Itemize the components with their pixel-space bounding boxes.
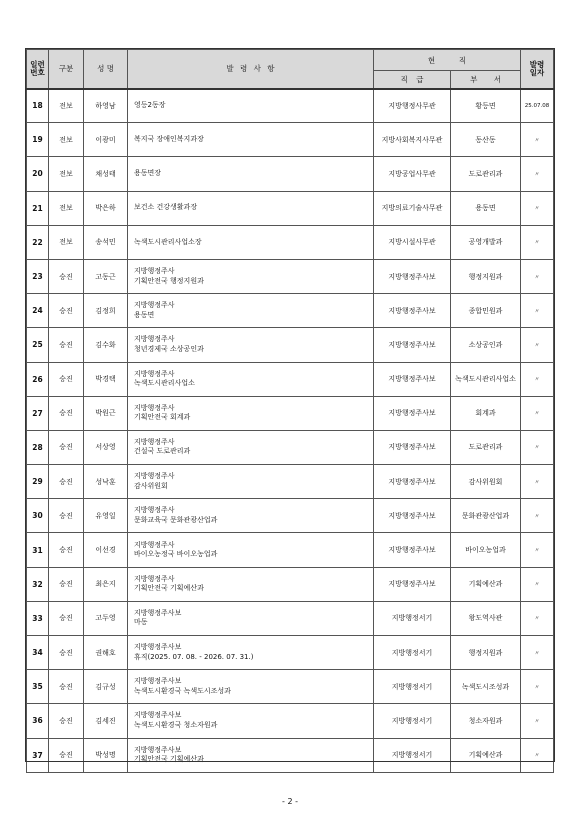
cell-serial-number: 32 xyxy=(27,567,49,601)
cell-rank: 지방행정주사보 xyxy=(374,294,451,328)
cell-type: 승진 xyxy=(49,704,84,738)
appointment-line: 지방행정주사 xyxy=(134,574,175,583)
appointment-line: 녹색도시관리사업소 xyxy=(134,379,195,388)
cell-type: 승진 xyxy=(49,738,84,772)
cell-name: 이선경 xyxy=(84,533,128,567)
cell-appointment xyxy=(128,738,374,772)
table-row xyxy=(27,362,554,396)
cell-appointment-date: 〃 xyxy=(521,396,554,430)
cell-type: 승진 xyxy=(49,636,84,670)
cell-name: 고동근 xyxy=(84,259,128,293)
cell-rank: 지방행정서기 xyxy=(374,704,451,738)
appointment-line: 용동면 xyxy=(134,310,155,319)
cell-rank: 지방행정주사보 xyxy=(374,396,451,430)
cell-appointment-date: 〃 xyxy=(521,465,554,499)
appointment-table xyxy=(26,49,554,773)
appointment-line: 용동면장 xyxy=(134,169,162,178)
cell-appointment xyxy=(128,396,374,430)
table-row xyxy=(27,89,554,123)
table-row xyxy=(27,533,554,567)
cell-appointment xyxy=(128,465,374,499)
appointment-line: 지방행정주사 xyxy=(134,437,175,446)
cell-rank: 지방행정주사보 xyxy=(374,362,451,396)
table-row xyxy=(27,738,554,772)
cell-name: 박성명 xyxy=(84,738,128,772)
appointment-line: 지방행정주사보 xyxy=(134,608,182,617)
appointment-line: 녹색도시환경국 녹색도시조성과 xyxy=(134,686,231,695)
table-row xyxy=(27,430,554,464)
cell-appointment-date: 〃 xyxy=(521,294,554,328)
cell-appointment-date: 〃 xyxy=(521,601,554,635)
cell-department: 기획예산과 xyxy=(451,738,521,772)
cell-serial-number: 33 xyxy=(27,601,49,635)
appointment-line: 지방행정주사보 xyxy=(134,677,182,686)
header-appointment: 발 령 사 항 xyxy=(128,50,374,89)
cell-department: 용동면 xyxy=(451,191,521,225)
cell-rank: 지방행정주사보 xyxy=(374,465,451,499)
cell-appointment-date: 〃 xyxy=(521,499,554,533)
cell-serial-number: 19 xyxy=(27,123,49,157)
cell-type: 승진 xyxy=(49,465,84,499)
header-department: 부 서 xyxy=(451,71,521,89)
cell-type: 승진 xyxy=(49,259,84,293)
header-appointment-date: 발령 일자 xyxy=(521,50,554,89)
cell-serial-number: 18 xyxy=(27,89,49,123)
cell-type: 승진 xyxy=(49,533,84,567)
cell-rank: 지방행정사무관 xyxy=(374,89,451,123)
header-current-position: 현 직 xyxy=(374,50,521,71)
cell-appointment xyxy=(128,259,374,293)
cell-appointment xyxy=(128,430,374,464)
cell-department: 소상공인과 xyxy=(451,328,521,362)
cell-department: 기획예산과 xyxy=(451,567,521,601)
cell-department: 동산동 xyxy=(451,123,521,157)
cell-name: 김정희 xyxy=(84,294,128,328)
appointment-line: 복지국 장애인복지과장 xyxy=(134,135,204,144)
appointment-line: 보건소 건강생활과장 xyxy=(134,203,198,212)
cell-department: 청소자원과 xyxy=(451,704,521,738)
appointment-line: 마동 xyxy=(134,618,148,627)
appointment-line: 지방행정주사 xyxy=(134,540,175,549)
appointment-line: 지방행정주사 xyxy=(134,403,175,412)
cell-rank: 지방행정주사보 xyxy=(374,259,451,293)
cell-type: 승진 xyxy=(49,567,84,601)
cell-serial-number: 22 xyxy=(27,225,49,259)
cell-serial-number: 34 xyxy=(27,636,49,670)
cell-appointment-date: 〃 xyxy=(521,636,554,670)
cell-type: 전보 xyxy=(49,225,84,259)
cell-serial-number: 36 xyxy=(27,704,49,738)
cell-department: 공영개발과 xyxy=(451,225,521,259)
table-row xyxy=(27,328,554,362)
cell-rank: 지방행정서기 xyxy=(374,670,451,704)
cell-appointment-date: 〃 xyxy=(521,704,554,738)
appointment-line: 기획안전국 회계과 xyxy=(134,413,191,422)
cell-department: 도로관리과 xyxy=(451,430,521,464)
appointment-line: 기획안전국 기획예산과 xyxy=(134,584,204,593)
cell-name: 채성태 xyxy=(84,157,128,191)
appointment-line: 기획안전국 기획예산과 xyxy=(134,755,204,764)
table-row xyxy=(27,465,554,499)
header-serial-number: 일련 번호 xyxy=(27,50,49,89)
cell-department: 황등면 xyxy=(451,89,521,123)
table-row xyxy=(27,259,554,293)
header-rank: 직 급 xyxy=(374,71,451,89)
cell-name: 고두영 xyxy=(84,601,128,635)
cell-type: 전보 xyxy=(49,157,84,191)
appointment-line: 영등2동장 xyxy=(134,101,166,110)
cell-name: 이광미 xyxy=(84,123,128,157)
cell-serial-number: 30 xyxy=(27,499,49,533)
appointment-line: 녹색도시환경국 청소자원과 xyxy=(134,720,218,729)
cell-appointment-date: 〃 xyxy=(521,191,554,225)
appointment-line: 지방행정주사 xyxy=(134,506,175,515)
cell-appointment-date: 〃 xyxy=(521,567,554,601)
cell-appointment xyxy=(128,294,374,328)
cell-serial-number: 28 xyxy=(27,430,49,464)
cell-serial-number: 20 xyxy=(27,157,49,191)
cell-rank: 지방행정주사보 xyxy=(374,567,451,601)
cell-department: 녹색도시관리사업소 xyxy=(451,362,521,396)
cell-serial-number: 21 xyxy=(27,191,49,225)
cell-type: 승진 xyxy=(49,396,84,430)
table-row xyxy=(27,123,554,157)
appointment-line: 지방행정주사 xyxy=(134,301,175,310)
cell-appointment-date: 〃 xyxy=(521,328,554,362)
cell-department: 행정지원과 xyxy=(451,636,521,670)
cell-type: 전보 xyxy=(49,191,84,225)
cell-serial-number: 24 xyxy=(27,294,49,328)
appointment-line: 지방행정주사 xyxy=(134,472,175,481)
cell-department: 종합민원과 xyxy=(451,294,521,328)
cell-appointment xyxy=(128,636,374,670)
cell-department: 도로관리과 xyxy=(451,157,521,191)
cell-appointment xyxy=(128,567,374,601)
table-row xyxy=(27,704,554,738)
cell-appointment-date: 〃 xyxy=(521,533,554,567)
cell-appointment-date: 〃 xyxy=(521,157,554,191)
cell-name: 박원근 xyxy=(84,396,128,430)
appointment-line: 바이오농정국 바이오농업과 xyxy=(134,550,218,559)
cell-department: 바이오농업과 xyxy=(451,533,521,567)
cell-appointment xyxy=(128,499,374,533)
cell-name: 박경택 xyxy=(84,362,128,396)
cell-name: 유영일 xyxy=(84,499,128,533)
cell-rank: 지방행정서기 xyxy=(374,738,451,772)
appointment-line: 건설국 도로관리과 xyxy=(134,447,191,456)
table-row xyxy=(27,636,554,670)
cell-type: 승진 xyxy=(49,328,84,362)
appointment-line: 지방행정주사보 xyxy=(134,643,182,652)
table-row xyxy=(27,157,554,191)
table-row xyxy=(27,567,554,601)
table-row xyxy=(27,225,554,259)
cell-type: 승진 xyxy=(49,499,84,533)
cell-appointment xyxy=(128,191,374,225)
appointment-line: 감사위원회 xyxy=(134,481,168,490)
table-row xyxy=(27,670,554,704)
cell-type: 승진 xyxy=(49,362,84,396)
cell-appointment xyxy=(128,601,374,635)
cell-serial-number: 26 xyxy=(27,362,49,396)
table-row xyxy=(27,499,554,533)
cell-appointment-date: 〃 xyxy=(521,225,554,259)
cell-rank: 지방행정주사보 xyxy=(374,533,451,567)
cell-department: 문화관광산업과 xyxy=(451,499,521,533)
appointment-line: 문화교육국 문화관광산업과 xyxy=(134,515,218,524)
cell-name: 박은하 xyxy=(84,191,128,225)
appointment-line: 지방행정주사보 xyxy=(134,711,182,720)
appointment-line: 지방행정주사 xyxy=(134,267,175,276)
cell-type: 승진 xyxy=(49,294,84,328)
cell-name: 김세진 xyxy=(84,704,128,738)
header-type: 구분 xyxy=(49,50,84,89)
cell-name: 서상영 xyxy=(84,430,128,464)
cell-rank: 지방행정주사보 xyxy=(374,430,451,464)
table-header xyxy=(27,50,554,89)
cell-serial-number: 37 xyxy=(27,738,49,772)
cell-appointment-date: 〃 xyxy=(521,123,554,157)
table-row xyxy=(27,396,554,430)
cell-rank: 지방행정주사보 xyxy=(374,328,451,362)
cell-serial-number: 35 xyxy=(27,670,49,704)
cell-department: 왕도역사관 xyxy=(451,601,521,635)
cell-type: 전보 xyxy=(49,89,84,123)
appointment-line: 기획안전국 행정지원과 xyxy=(134,276,204,285)
cell-appointment xyxy=(128,704,374,738)
cell-rank: 지방시설사무관 xyxy=(374,225,451,259)
table-row xyxy=(27,294,554,328)
appointment-line: 지방행정주사 xyxy=(134,335,175,344)
cell-rank: 지방공업사무관 xyxy=(374,157,451,191)
appointment-line: 휴직(2025. 07. 08. - 2026. 07. 31.) xyxy=(134,652,254,661)
cell-name: 김규성 xyxy=(84,670,128,704)
cell-name: 최은지 xyxy=(84,567,128,601)
cell-appointment-date: 〃 xyxy=(521,738,554,772)
appointment-line: 녹색도시관리사업소장 xyxy=(134,237,202,246)
cell-appointment xyxy=(128,225,374,259)
cell-type: 승진 xyxy=(49,601,84,635)
cell-type: 전보 xyxy=(49,123,84,157)
cell-appointment-date: 〃 xyxy=(521,670,554,704)
cell-serial-number: 31 xyxy=(27,533,49,567)
cell-department: 감사위원회 xyxy=(451,465,521,499)
cell-rank: 지방행정서기 xyxy=(374,636,451,670)
cell-department: 행정지원과 xyxy=(451,259,521,293)
cell-rank: 지방의료기술사무관 xyxy=(374,191,451,225)
header-name: 성 명 xyxy=(84,50,128,89)
cell-rank: 지방사회복지사무관 xyxy=(374,123,451,157)
cell-name: 하영남 xyxy=(84,89,128,123)
cell-name: 성낙훈 xyxy=(84,465,128,499)
table-body xyxy=(27,89,554,773)
cell-name: 김수화 xyxy=(84,328,128,362)
table-row xyxy=(27,601,554,635)
cell-rank: 지방행정주사보 xyxy=(374,499,451,533)
cell-name: 송석민 xyxy=(84,225,128,259)
cell-serial-number: 23 xyxy=(27,259,49,293)
cell-appointment xyxy=(128,533,374,567)
cell-serial-number: 29 xyxy=(27,465,49,499)
cell-appointment xyxy=(128,89,374,123)
cell-appointment-date: 〃 xyxy=(521,362,554,396)
cell-appointment xyxy=(128,157,374,191)
cell-type: 승진 xyxy=(49,430,84,464)
cell-appointment xyxy=(128,328,374,362)
cell-appointment xyxy=(128,362,374,396)
cell-rank: 지방행정서기 xyxy=(374,601,451,635)
appointment-line: 지방행정주사보 xyxy=(134,745,182,754)
cell-appointment xyxy=(128,670,374,704)
cell-appointment-date: 25.07.08 xyxy=(521,89,554,123)
appointment-line: 지방행정주사 xyxy=(134,369,175,378)
table-row xyxy=(27,191,554,225)
cell-appointment-date: 〃 xyxy=(521,259,554,293)
cell-department: 회계과 xyxy=(451,396,521,430)
cell-name: 권해호 xyxy=(84,636,128,670)
cell-serial-number: 27 xyxy=(27,396,49,430)
cell-appointment xyxy=(128,123,374,157)
cell-appointment-date: 〃 xyxy=(521,430,554,464)
cell-department: 녹색도시조성과 xyxy=(451,670,521,704)
page-number: - 2 - xyxy=(282,797,298,806)
cell-serial-number: 25 xyxy=(27,328,49,362)
appointment-line: 청년경제국 소상공인과 xyxy=(134,344,204,353)
cell-type: 승진 xyxy=(49,670,84,704)
